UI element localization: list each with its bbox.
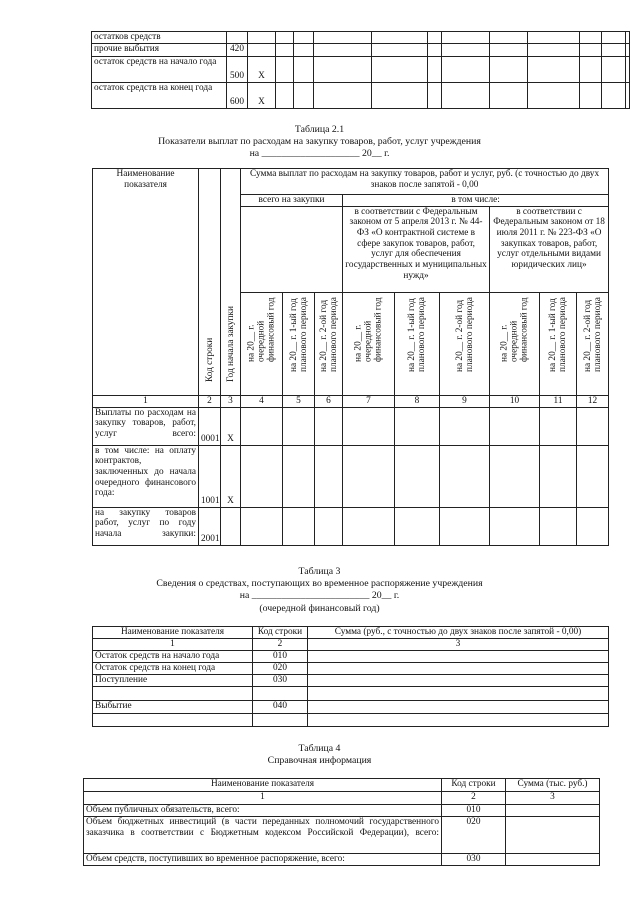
row-code: 020	[442, 817, 506, 854]
header-code: Код строки	[199, 169, 221, 396]
col-number: 2	[199, 395, 221, 407]
header-sum: Сумма (тыс. руб.)	[506, 779, 600, 792]
header-period-2: на 20__ г. 2-ой год планового периода	[315, 292, 343, 395]
row-label: Объем бюджетных инвестиций (в части переданных полномочий государственного заказчика в соответствии с Бюджетным кодексом Российской Федерации), всего:	[84, 817, 442, 854]
table-row	[92, 83, 630, 109]
header-period-1: на 20__ г. 1-ый год планового периода	[395, 292, 440, 395]
col-number: 9	[440, 395, 490, 407]
col-number: 7	[343, 395, 395, 407]
table-row	[84, 854, 600, 866]
table-row	[93, 701, 609, 714]
row-label: остаток средств на начало года	[92, 57, 227, 83]
table-row	[84, 817, 600, 854]
row-label	[93, 687, 253, 701]
table-row	[92, 44, 630, 57]
col-number: 2	[442, 792, 506, 805]
table-title: Сведения о средствах, поступающих во временное распоряжение учреждения	[156, 578, 483, 590]
col-number: 5	[283, 395, 315, 407]
row-label: прочие выбытия	[92, 44, 227, 57]
column-numbers-row	[93, 639, 609, 651]
table-title: Справочная информация	[267, 755, 372, 767]
row-code: 2001	[199, 507, 221, 545]
col-number: 6	[315, 395, 343, 407]
row-label: в том числе: на оплату контрактов, заключенных до начала очередного финансового года:	[93, 445, 199, 507]
table-number: Таблица 4	[298, 743, 341, 754]
row-code: 0001	[199, 407, 221, 445]
table21	[92, 168, 609, 546]
table3-caption	[0, 566, 639, 615]
table3	[92, 626, 609, 727]
col-number: 10	[490, 395, 540, 407]
row-mark: X	[248, 57, 276, 83]
header-sum: Сумма выплат по расходам на закупку товаров, работ и услуг, руб. (с точностью до двух знаков после запятой - 0,00	[241, 169, 609, 195]
col-number: 1	[93, 395, 199, 407]
header-period-0: на 20__ г. очередной финансовый год	[343, 292, 395, 395]
col-number: 1	[84, 792, 442, 805]
top-fragment-table	[91, 31, 630, 109]
table-row	[93, 651, 609, 663]
row-code: 1001	[199, 445, 221, 507]
header-period-0: на 20__ г. очередной финансовый год	[490, 292, 540, 395]
col-number: 3	[308, 639, 609, 651]
header-name: Наименование показателя	[93, 169, 199, 396]
table-subtitle: (очередной финансовый год)	[259, 602, 380, 614]
row-label: Объем публичных обязательств, всего:	[84, 805, 442, 817]
table4	[83, 778, 600, 866]
row-code: 030	[442, 854, 506, 866]
table-row	[93, 507, 609, 545]
table-row	[93, 445, 609, 507]
col-number: 4	[241, 395, 283, 407]
row-label: на закупку товаров работ, услуг по году начала закупки:	[93, 507, 199, 545]
header-incl: в том числе:	[343, 195, 609, 207]
col-number: 3	[221, 395, 241, 407]
col-number: 11	[540, 395, 577, 407]
header-period-2: на 20__ г. 2-ой год планового периода	[440, 292, 490, 395]
header-period-0: на 20__ г. очередной финансовый год	[241, 292, 283, 395]
row-code: 020	[253, 663, 308, 675]
row-year	[221, 507, 241, 545]
row-label: Остаток средств на начало года	[93, 651, 253, 663]
header-law44: в соответствии с Федеральным законом от 5 апреля 2013 г. № 44-ФЗ «О контрактной системе в сфере закупок товаров, работ, услуг для обеспечения государственных и муниципальных нужд»	[343, 206, 490, 292]
table-row	[84, 805, 600, 817]
table21-caption	[0, 124, 639, 161]
row-code: 600	[227, 83, 248, 109]
row-label: Поступление	[93, 675, 253, 687]
table-row	[92, 32, 630, 44]
date-line: на ________________________ 20__ г.	[239, 590, 400, 602]
header-code: Код строки	[442, 779, 506, 792]
row-code: 010	[442, 805, 506, 817]
header-period-1: на 20__ г. 1-ый год планового периода	[540, 292, 577, 395]
row-code: 500	[227, 57, 248, 83]
row-label: остатков средств	[92, 32, 227, 44]
header-period-2: на 20__ г. 2-ой год планового периода	[577, 292, 609, 395]
header-period-1: на 20__ г. 1-ый год планового периода	[283, 292, 315, 395]
table-number: Таблица 3	[298, 566, 341, 577]
table-row	[93, 687, 609, 701]
table-row	[93, 663, 609, 675]
row-label: Выплаты по расходам на закупку товаров, работ, услуг всего:	[93, 407, 199, 445]
table-number: Таблица 2.1	[294, 124, 345, 135]
row-code: 040	[253, 701, 308, 714]
row-code: 420	[227, 44, 248, 57]
row-label: Объем средств, поступивших во временное распоряжение, всего:	[84, 854, 442, 866]
row-code	[253, 687, 308, 701]
col-number: 1	[93, 639, 253, 651]
row-label: остаток средств на конец года	[92, 83, 227, 109]
header-name: Наименование показателя	[93, 627, 253, 639]
row-mark	[248, 32, 276, 44]
header-code: Код строки	[253, 627, 308, 639]
column-numbers-row	[93, 395, 609, 407]
row-code: 030	[253, 675, 308, 687]
row-year: X	[221, 445, 241, 507]
header-name: Наименование показателя	[84, 779, 442, 792]
header-year: Год начала закупки	[221, 169, 241, 396]
row-label: Выбытие	[93, 701, 253, 714]
col-number: 3	[506, 792, 600, 805]
table-row	[93, 407, 609, 445]
table-row	[93, 714, 609, 727]
table4-caption	[0, 743, 639, 767]
col-number: 12	[577, 395, 609, 407]
row-mark: X	[248, 83, 276, 109]
row-label: Остаток средств на конец года	[93, 663, 253, 675]
column-numbers-row	[84, 792, 600, 805]
row-code	[227, 32, 248, 44]
col-number: 8	[395, 395, 440, 407]
row-year: X	[221, 407, 241, 445]
row-label	[93, 714, 253, 727]
table-row	[93, 675, 609, 687]
row-code: 010	[253, 651, 308, 663]
col-number: 2	[253, 639, 308, 651]
row-mark	[248, 44, 276, 57]
table-row	[92, 57, 630, 83]
row-code	[253, 714, 308, 727]
date-line: на ____________________ 20__ г.	[249, 148, 390, 160]
header-sum: Сумма (руб., с точностью до двух знаков после запятой - 0,00)	[308, 627, 609, 639]
header-total: всего на закупки	[241, 195, 343, 207]
table-title: Показатели выплат по расходам на закупку товаров, работ, услуг учреждения	[158, 136, 481, 148]
header-law223: в соответствии с Федеральным законом от 18 июля 2011 г. № 223-ФЗ «О закупках товаров, работ, услуг отдельными видами юридических лиц»	[490, 206, 609, 292]
